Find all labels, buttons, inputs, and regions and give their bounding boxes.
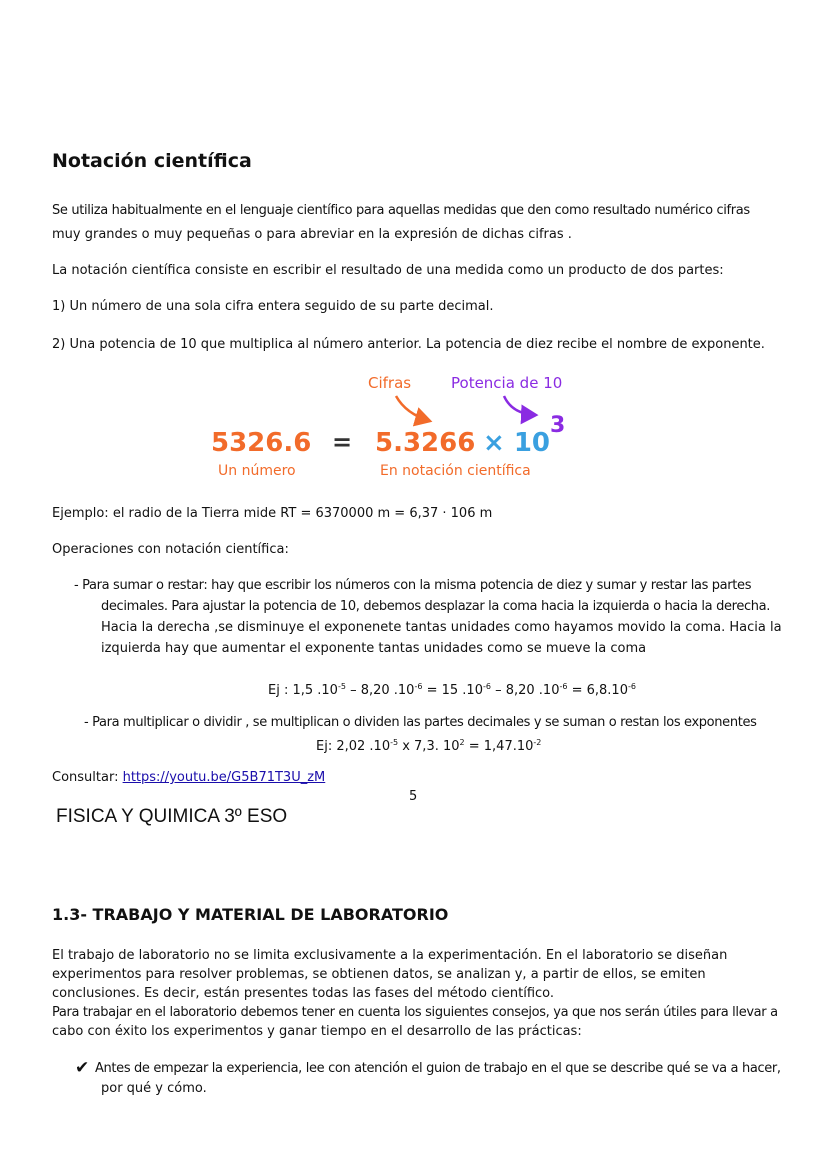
- part-1-text: 1) Un número de una sola cifra entera seguido de su parte decimal.: [52, 299, 494, 314]
- label-en-notacion: En notación científica: [380, 463, 531, 479]
- bullet-line-2: por qué y cómo.: [101, 1081, 207, 1096]
- footer-title: FISICA Y QUIMICA 3º ESO: [56, 806, 288, 827]
- lab-line-1: El trabajo de laboratorio no se limita exclusivamente a la experimentación. En el laboratorio se diseñan: [52, 948, 728, 963]
- figure-svg: [200, 366, 580, 486]
- lab-line-3: conclusiones. Es decir, están presentes todas las fases del método científico.: [52, 986, 555, 1001]
- bullet-line-1: Antes de empezar la experiencia, lee con atención el guion de trabajo en el que se describe qué se va a hacer,: [95, 1061, 781, 1076]
- example-text: Ejemplo: el radio de la Tierra mide RT = 6370000 m = 6,37 · 106 m: [52, 506, 493, 521]
- multiply-rule-line: - Para multiplicar o dividir , se multiplican o dividen las partes decimales y se suman o restan los exponentes: [84, 715, 757, 730]
- sum-example: Ej : 1,5 $.10^{-5} - 8,20$ $.10^{-6} = 15$ $.10^{-6} - 8,20$ $.10^{-6} = 6,8.10^{-6}$: [268, 682, 636, 698]
- sum-rule-line-4: izquierda hay que aumentar el exponente tantas unidades como se mueve la coma: [101, 641, 647, 656]
- label-cifras: Cifras: [368, 374, 412, 392]
- figure-exponent: 3: [550, 413, 566, 438]
- figure-equals: =: [332, 428, 353, 456]
- lab-line-5: cabo con éxito los experimentos y ganar tiempo en el desarrollo de las prácticas:: [52, 1024, 582, 1039]
- figure-times-ten: × 10: [483, 428, 551, 458]
- arrow-cifras-icon: [396, 396, 430, 421]
- multiply-example: Ej: 2,02 $.10^{-5}$ x 7,3. $10^2 = 1,47.10^{-2}$: [316, 738, 542, 754]
- sum-rule-line-1: - Para sumar o restar: hay que escribir los números con la misma potencia de diez y sumar y restar las partes: [74, 578, 752, 593]
- section-title-notacion: Notación científica: [52, 150, 252, 172]
- figure-number: 5326.6: [211, 428, 312, 458]
- scientific-notation-figure: [200, 366, 580, 486]
- intro-line-2: muy grandes o muy pequeñas o para abreviar en la expresión de dichas cifras .: [52, 227, 572, 242]
- checkmark-icon: ✔: [75, 1058, 90, 1077]
- sum-rule-line-3: Hacia la derecha ,se disminuye el exponenete tantas unidades como hayamos movido la coma. Hacia la: [101, 620, 782, 635]
- consult-line: [52, 768, 325, 788]
- section-title-laboratorio: 1.3- TRABAJO Y MATERIAL DE LABORATORIO: [52, 905, 449, 924]
- label-potencia: Potencia de 10: [451, 374, 563, 392]
- operations-heading: Operaciones con notación científica:: [52, 542, 289, 557]
- sum-rule-line-2: decimales. Para ajustar la potencia de 10, debemos desplazar la coma hacia la izquierda o hacia la derecha.: [101, 599, 771, 614]
- intro-line-1: Se utiliza habitualmente en el lenguaje científico para aquellas medidas que den como resultado numérico cifras: [52, 203, 750, 218]
- page-number: 5: [409, 789, 418, 804]
- consult-label: Consultar:: [52, 770, 123, 785]
- lab-line-4: Para trabajar en el laboratorio debemos tener en cuenta los siguientes consejos, ya que nos serán útiles para llevar a: [52, 1005, 778, 1020]
- figure-mantissa: 5.3266: [375, 428, 476, 458]
- lab-line-2: experimentos para resolver problemas, se obtienen datos, se analizan y, a partir de ellos, se emiten: [52, 967, 706, 982]
- part-2-text: 2) Una potencia de 10 que multiplica al número anterior. La potencia de diez recibe el nombre de exponente.: [52, 337, 765, 352]
- consult-video-link[interactable]: https://youtu.be/G5B71T3U_zM: [122, 770, 326, 785]
- definition-text: La notación científica consiste en escribir el resultado de una medida como un producto de dos partes:: [52, 263, 724, 278]
- label-un-numero: Un número: [218, 463, 296, 479]
- arrow-potencia-icon: [504, 396, 536, 415]
